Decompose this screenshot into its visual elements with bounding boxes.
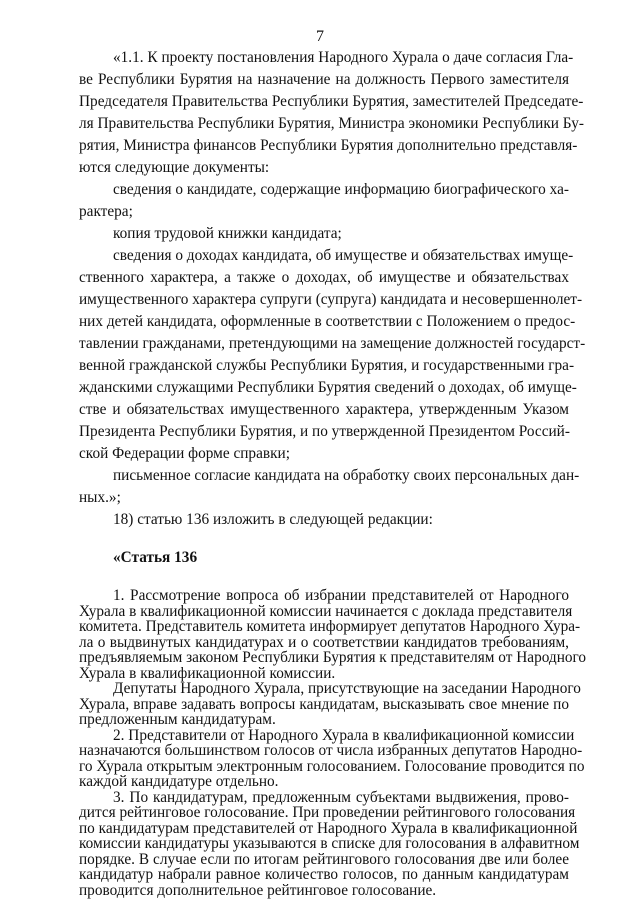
page-number: 7 — [316, 28, 324, 45]
text-line: ственного характера, а также о доходах, об имуществе и обязательствах — [79, 269, 569, 286]
text-line: ются следующие документы: — [79, 159, 270, 176]
text-line: стве и обязательствах имущественного характера, утвержденным Указом — [79, 401, 569, 418]
text-line: ве Республики Бурятия на назначение на должность Первого заместителя — [79, 71, 569, 88]
text-line: рятия, Министра финансов Республики Бурятия дополнительно представля- — [79, 137, 578, 154]
text-line: дится рейтинговое голосование. При проведении рейтингового голосования — [79, 804, 576, 821]
text-line: 2. Представители от Народного Хурала в квалификационной комиссии — [113, 726, 575, 744]
text-line: назначаются большинством голосов от числа избранных депутатов Народно- — [79, 742, 583, 759]
text-line: Хурала в квалификационной комиссии начинается с доклада представителя — [79, 602, 573, 620]
text-line: копия трудовой книжки кандидата; — [113, 225, 342, 242]
article-heading: «Статья 136 — [113, 549, 198, 566]
text-line: имущественного характера супруги (супруга) кандидата и несовершеннолет- — [79, 291, 583, 308]
text-line: жданскими служащими Республики Бурятия сведений о доходах, об имуще- — [79, 379, 577, 396]
text-line: ской Федерации форме справки; — [79, 445, 290, 462]
text-line: ла о выдвинутых кандидатурах и о соответствии кандидатов требованиям, — [79, 633, 569, 651]
text-line: письменное согласие кандидата на обработку своих персональных дан- — [113, 467, 580, 484]
text-line: рактера; — [79, 203, 133, 220]
text-line: сведения о доходах кандидата, об имуществе и обязательствах имуще- — [113, 247, 574, 264]
text-line: порядке. В случае если по итогам рейтингового голосования две или более — [79, 850, 569, 868]
text-line: ных.»; — [79, 489, 121, 506]
text-line: них детей кандидата, оформленные в соответствии с Положением о предос- — [79, 313, 576, 330]
text-line: каждой кандидатуре отдельно. — [79, 773, 279, 790]
text-line: «1.1. К проекту постановления Народного Хурала о даче согласия Гла- — [113, 49, 574, 66]
text-line: Депутаты Народного Хурала, присутствующие на заседании Народного — [113, 680, 581, 697]
text-line: сведения о кандидате, содержащие информацию биографического ха- — [113, 181, 569, 198]
text-line: комитета. Представитель комитета информирует депутатов Народного Хура- — [79, 618, 581, 635]
text-line: ля Правительства Республики Бурятия, Министра экономики Республики Бу- — [79, 115, 584, 132]
text-line: Хурала, вправе задавать вопросы кандидатам, высказывать свое мнение по — [79, 695, 569, 713]
text-line: проводится дополнительное рейтинговое голосование. — [79, 881, 437, 899]
text-line: по кандидатурам представителей от Народного Хурала в квалификационной — [79, 819, 578, 837]
text-line: венной гражданской службы Республики Бурятия, и государственными гра- — [79, 357, 575, 374]
text-line: предъявляемым законом Республики Бурятия к представителям от Народного — [79, 649, 587, 666]
text-line: Председателя Правительства Республики Бурятия, заместителей Председате- — [79, 93, 584, 110]
text-line: кандидатур набрали равное количество голосов, по данным кандидатурам — [79, 866, 569, 883]
text-line: 3. По кандидатурам, предложенным субъектами выдвижения, прово- — [113, 788, 569, 806]
text-line: 1. Рассмотрение вопроса об избрании представителей от Народного — [113, 587, 569, 604]
text-line: 18) статью 136 изложить в следующей редакции: — [113, 511, 433, 528]
text-line: го Хурала открытым электронным голосованием. Голосование проводится по — [79, 757, 585, 775]
text-line: Хурала в квалификационной комиссии. — [79, 664, 336, 682]
text-line: Президента Республики Бурятия, и по утвержденной Президентом Россий- — [79, 423, 570, 440]
text-line: тавлении гражданами, претендующими на замещение должностей государст- — [79, 335, 586, 352]
text-line: комиссии кандидатуры указываются в списке для голосования в алфавитном — [79, 835, 580, 852]
text-line: предложенным кандидатурам. — [79, 711, 276, 728]
